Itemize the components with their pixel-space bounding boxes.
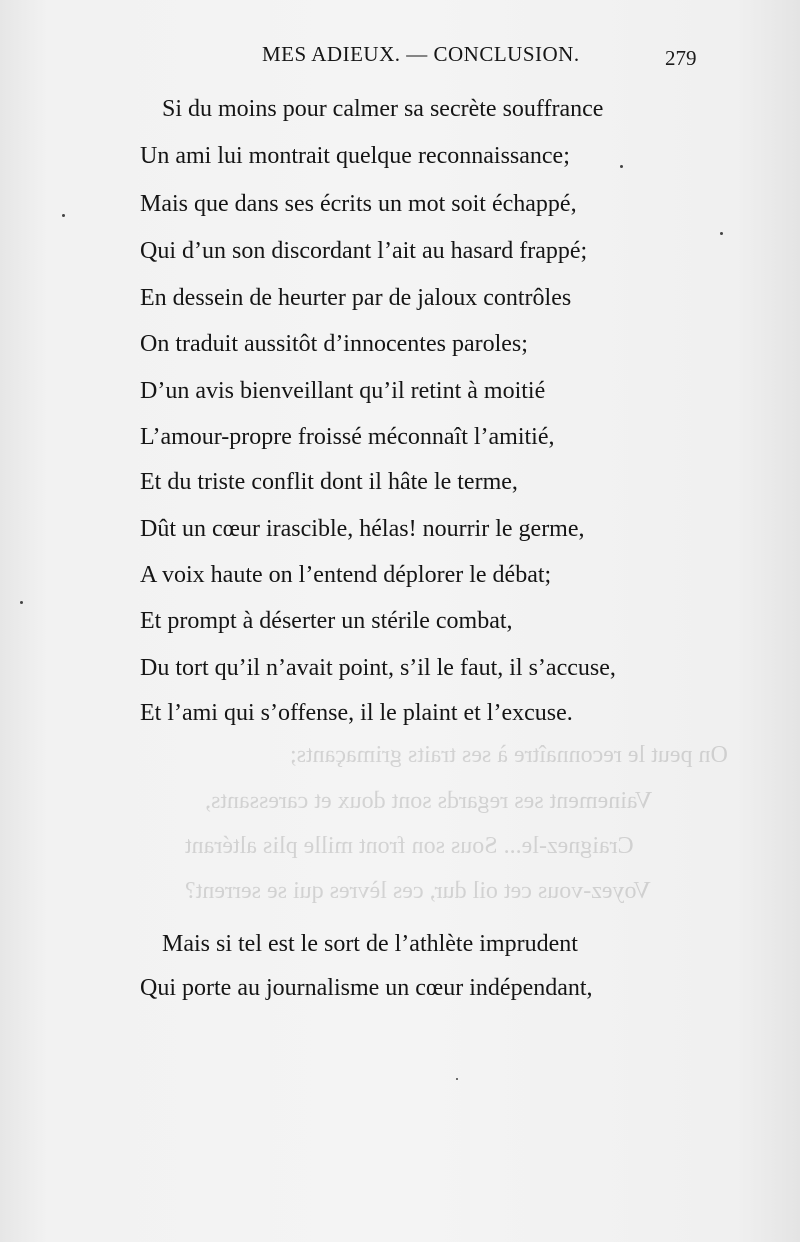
verse-line: Qui porte au journalisme un cœur indépendant, xyxy=(140,975,593,1001)
verse-line: Dût un cœur irascible, hélas! nourrir le germe, xyxy=(140,516,585,542)
verse-line: Si du moins pour calmer sa secrète souffrance xyxy=(162,96,604,122)
page-number: 279 xyxy=(665,46,697,70)
verse-line: Et prompt à déserter un stérile combat, xyxy=(140,608,513,634)
verse-line: On traduit aussitôt d’innocentes paroles; xyxy=(140,331,528,357)
verse-line: Du tort qu’il n’avait point, s’il le faut, il s’accuse, xyxy=(140,655,616,681)
scan-speck xyxy=(456,1078,458,1080)
verse-line: Et du triste conflit dont il hâte le terme, xyxy=(140,469,518,495)
verse-line: Mais que dans ses écrits un mot soit échappé, xyxy=(140,191,577,217)
bleed-through-line: Voyez-vous cet oil dur, ces lèvres qui se serrent? xyxy=(185,878,651,904)
scan-speck xyxy=(620,165,623,168)
verse-line: Mais si tel est le sort de l’athlète imprudent xyxy=(162,931,578,957)
page-header xyxy=(0,42,800,72)
verse-line: L’amour-propre froissé méconnaît l’amitié, xyxy=(140,424,555,450)
verse-line: Et l’ami qui s’offense, il le plaint et l’excuse. xyxy=(140,700,573,726)
scan-speck xyxy=(720,232,723,235)
bleed-through-line: Craignez-le... Sous son front mille plis altérant xyxy=(185,833,634,859)
scan-speck xyxy=(62,214,65,217)
verse-line: Un ami lui montrait quelque reconnaissance; xyxy=(140,143,570,169)
verse-line: A voix haute on l’entend déplorer le débat; xyxy=(140,562,552,588)
verse-line: En dessein de heurter par de jaloux contrôles xyxy=(140,285,572,311)
bleed-through-line: Vainement ses regards sont doux et caressants, xyxy=(205,788,653,814)
running-title: MES ADIEUX. — CONCLUSION. xyxy=(262,42,580,66)
verse-line: D’un avis bienveillant qu’il retint à moitié xyxy=(140,378,546,404)
scan-speck xyxy=(20,601,23,604)
bleed-through-line: On peut le reconnaître à ses traits grimaçants; xyxy=(290,742,728,768)
verse-line: Qui d’un son discordant l’ait au hasard frappé; xyxy=(140,238,588,264)
